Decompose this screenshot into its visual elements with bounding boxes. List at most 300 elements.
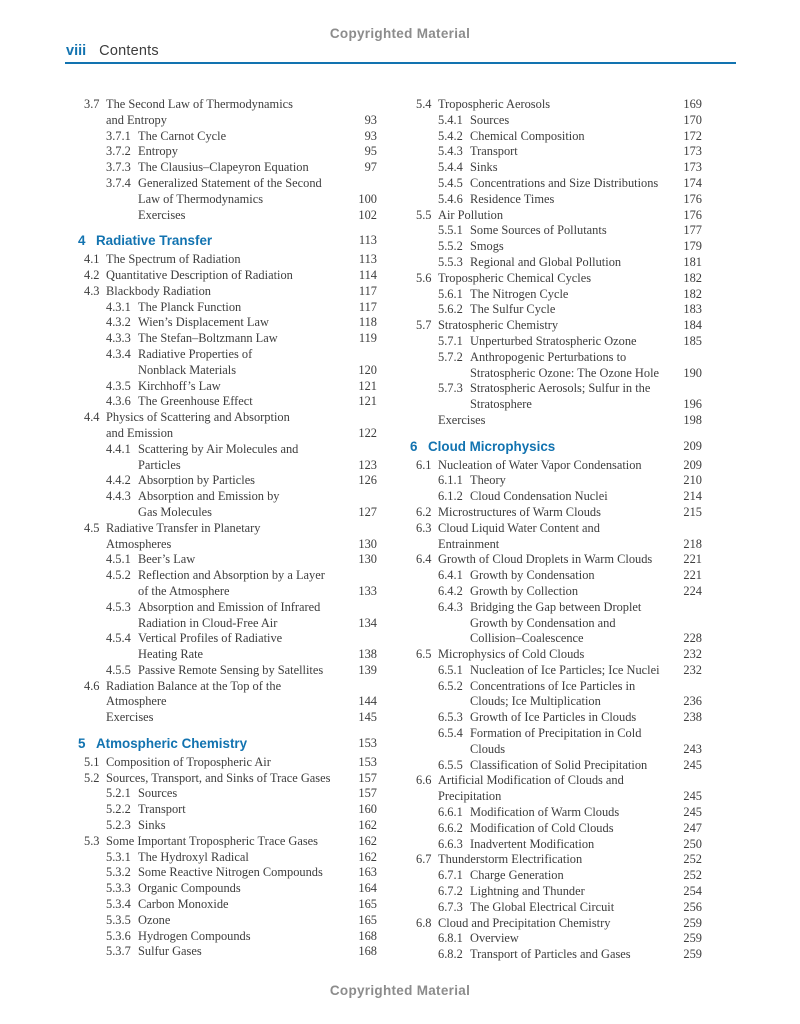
toc-entry-number: 6.7.3 [438, 899, 463, 914]
toc-entry-page: 162 [358, 818, 377, 833]
toc-entry-title: Heating Rate [138, 647, 204, 662]
toc-entry-number: 5.5 [416, 207, 432, 222]
toc-entry-title: Precipitation [438, 789, 502, 804]
toc-entry-number: 4.4.2 [106, 473, 131, 488]
toc-entry-number: 5.6.1 [438, 286, 463, 301]
toc-entry-title: Radiation Balance at the Top of the [106, 678, 282, 693]
toc-entry-page: 117 [358, 299, 377, 314]
toc-entry-number: 5.4 [416, 97, 432, 111]
toc-row [410, 144, 702, 160]
toc-entry-number: 5.3.5 [106, 912, 131, 927]
toc-row [78, 505, 377, 521]
toc-row [410, 176, 702, 192]
toc-entry-page: 259 [683, 947, 702, 962]
toc-entry-title: Microstructures of Warm Clouds [438, 504, 601, 519]
toc-chapter-row [78, 233, 377, 249]
toc-row [78, 315, 377, 331]
toc-entry-page: 160 [358, 802, 377, 817]
toc-row [410, 97, 702, 113]
toc-entry-title: Clouds; Ice Multiplication [470, 694, 601, 709]
toc-entry-number: 6.6.1 [438, 805, 463, 820]
toc-entry-number: 3.7.4 [106, 175, 131, 190]
toc-entry-title: Hydrogen Compounds [138, 928, 251, 943]
toc-entry-title: Stratosphere [470, 397, 532, 412]
toc-entry-page: 93 [364, 128, 377, 143]
toc-entry-number: 4.5.5 [106, 662, 131, 677]
toc-entry-page: 95 [364, 144, 377, 159]
copyright-watermark-bottom: Copyrighted Material [329, 983, 471, 998]
toc-entry-number: 6.7 [416, 852, 432, 867]
toc-entry-page: 247 [683, 820, 702, 835]
toc-entry-title: Entrainment [438, 536, 500, 551]
toc-entry-page: 157 [358, 786, 377, 801]
toc-entry-page: 114 [358, 267, 377, 282]
toc-entry-number: 5.7 [416, 318, 432, 333]
toc-row [78, 755, 377, 771]
toc-entry-title: Reflection and Absorption by a Layer [138, 568, 325, 583]
toc-entry-number: 5.4.6 [438, 191, 463, 206]
toc-entry-title: Formation of Precipitation in Cold [470, 726, 642, 741]
toc-entry-page: 153 [358, 754, 377, 769]
toc-entry-page: 182 [683, 286, 702, 301]
toc-entry-page: 126 [358, 473, 377, 488]
toc-row [410, 458, 702, 474]
toc-entry-number: 6.5.3 [438, 710, 463, 725]
folio-number: viii [66, 43, 87, 59]
toc-entry-number: 4.5.1 [106, 552, 131, 567]
toc-entry-number: 4.3.6 [106, 394, 131, 409]
toc-row [78, 802, 377, 818]
toc-row [78, 252, 377, 268]
toc-entry-page: 176 [683, 191, 702, 206]
toc-row [410, 742, 702, 758]
toc-row [410, 773, 702, 789]
toc-row [410, 334, 702, 350]
toc-entry-page: 165 [358, 897, 377, 912]
toc-row [410, 884, 702, 900]
toc-entry-page: 100 [358, 191, 377, 206]
toc-row [78, 818, 377, 834]
toc-entry-title: Beer’s Law [138, 552, 196, 567]
toc-entry-page: 172 [683, 128, 702, 143]
toc-entry-title: Law of Thermodynamics [138, 191, 264, 206]
toc-row [410, 350, 702, 366]
header-rule [65, 62, 736, 64]
toc-entry-page: 93 [364, 112, 377, 127]
toc-entry-page: 256 [683, 899, 702, 914]
toc-entry-page: 224 [683, 583, 702, 598]
toc-row [78, 331, 377, 347]
toc-entry-title: The Nitrogen Cycle [470, 286, 569, 301]
toc-entry-title: Growth by Condensation and [470, 615, 616, 630]
toc-row [78, 176, 377, 192]
page-header [66, 43, 736, 59]
toc-entry-title: of the Atmosphere [138, 583, 230, 598]
toc-row [410, 192, 702, 208]
toc-row [78, 144, 377, 160]
toc-row [78, 363, 377, 379]
toc-row [410, 821, 702, 837]
toc-entry-title: Tropospheric Chemical Cycles [438, 270, 592, 285]
toc-entry-page: 218 [683, 536, 702, 551]
toc-row [410, 287, 702, 303]
toc-entry-title: Anthropogenic Perturbations to [470, 349, 627, 364]
toc-entry-title: Vertical Profiles of Radiative [138, 631, 283, 646]
toc-entry-page: 139 [358, 662, 377, 677]
toc-row [410, 868, 702, 884]
toc-entry-title: Radiative Transfer in Planetary [106, 520, 261, 535]
toc-row [410, 600, 702, 616]
toc-entry-number: 6.4.3 [438, 599, 463, 614]
toc-row [78, 679, 377, 695]
toc-entry-page: 177 [683, 223, 702, 238]
toc-row [410, 381, 702, 397]
toc-row [410, 318, 702, 334]
toc-row [78, 929, 377, 945]
toc-entry-number: 5.5.3 [438, 254, 463, 269]
toc-entry-title: Stratospheric Aerosols; Sulfur in the [470, 381, 651, 396]
toc-entry-page: 168 [358, 928, 377, 943]
toc-entry-title: The Planck Function [138, 299, 242, 314]
toc-entry-page: 179 [683, 239, 702, 254]
toc-entry-page: 221 [683, 552, 702, 567]
toc-entry-page: 252 [683, 868, 702, 883]
toc-row [410, 160, 702, 176]
toc-row [410, 679, 702, 695]
toc-entry-number: 6.1 [416, 457, 432, 472]
toc-entry-number: 6.8.1 [438, 931, 463, 946]
toc-entry-title: Concentrations of Ice Particles in [470, 678, 636, 693]
toc-entry-title: Sources, Transport, and Sinks of Trace Gases [106, 770, 331, 785]
toc-entry-title: Generalized Statement of the Second [138, 175, 322, 190]
toc-entry-title: Cloud and Precipitation Chemistry [438, 915, 611, 930]
toc-entry-page: 122 [358, 425, 377, 440]
toc-entry-title: Kirchhoff’s Law [138, 378, 221, 393]
toc-row [78, 347, 377, 363]
toc-entry-title: and Emission [106, 425, 174, 440]
toc-entry-number: 4.3.3 [106, 331, 131, 346]
toc-entry-number: 6.2 [416, 504, 432, 519]
toc-row [410, 552, 702, 568]
toc-entry-title: Cloud Condensation Nuclei [470, 489, 608, 504]
toc-row [78, 771, 377, 787]
toc-entry-number: 5.7.1 [438, 333, 463, 348]
toc-entry-title: Carbon Monoxide [138, 897, 229, 912]
toc-row [78, 537, 377, 553]
toc-entry-number: 4.3.4 [106, 346, 131, 361]
toc-entry-title: Atmosphere [106, 694, 167, 709]
toc-entry-number: 5.3.1 [106, 849, 131, 864]
toc-entry-title: Radiation in Cloud-Free Air [138, 615, 278, 630]
toc-entry-page: 245 [683, 757, 702, 772]
toc-entry-title: Stratospheric Ozone: The Ozone Hole [470, 365, 660, 380]
toc-row [410, 663, 702, 679]
toc-entry-number: 5.6 [416, 270, 432, 285]
toc-entry-number: 6.1.1 [438, 473, 463, 488]
toc-entry-title: The Sulfur Cycle [470, 302, 556, 317]
toc-entry-page: 138 [358, 647, 377, 662]
toc-entry-number: 5.2.3 [106, 818, 131, 833]
toc-entry-title: Absorption by Particles [138, 473, 256, 488]
toc-entry-page: 221 [683, 568, 702, 583]
toc-row [410, 947, 702, 963]
toc-entry-number: 5.3.2 [106, 865, 131, 880]
toc-entry-page: 121 [358, 378, 377, 393]
toc-row [78, 552, 377, 568]
toc-entry-title: The Clausius–Clapeyron Equation [138, 160, 309, 175]
toc-entry-title: Transport of Particles and Gases [470, 947, 631, 962]
toc-entry-page: 153 [358, 736, 377, 751]
toc-row [410, 537, 702, 553]
toc-entry-page: 102 [358, 207, 377, 222]
toc-row [78, 865, 377, 881]
toc-entry-title: The Spectrum of Radiation [106, 252, 241, 267]
toc-entry-title: Theory [470, 473, 506, 488]
toc-entry-title: Some Important Tropospheric Trace Gases [106, 833, 319, 848]
toc-entry-title: Classification of Solid Precipitation [470, 757, 648, 772]
toc-row [410, 223, 702, 239]
toc-row [78, 786, 377, 802]
toc-entry-title: Unperturbed Stratospheric Ozone [470, 333, 637, 348]
toc-row [410, 900, 702, 916]
toc-entry-page: 169 [683, 97, 702, 111]
toc-row [78, 473, 377, 489]
toc-entry-page: 232 [683, 647, 702, 662]
toc-entry-number: 6.6.3 [438, 836, 463, 851]
toc-entry-page: 184 [683, 318, 702, 333]
toc-entry-title: Exercises [106, 710, 154, 725]
toc-entry-page: 243 [683, 741, 702, 756]
toc-entry-title: Modification of Cold Clouds [470, 820, 614, 835]
toc-row [410, 789, 702, 805]
toc-entry-title: Lightning and Thunder [470, 884, 585, 899]
toc-entry-title: Charge Generation [470, 868, 564, 883]
toc-row [78, 268, 377, 284]
toc-entry-title: The Stefan–Boltzmann Law [138, 331, 278, 346]
toc-entry-page: 119 [358, 331, 377, 346]
toc-entry-title: Quantitative Description of Radiation [106, 267, 293, 282]
toc-entry-title: Scattering by Air Molecules and [138, 441, 299, 456]
toc-entry-title: Absorption and Emission by [138, 489, 280, 504]
toc-row [78, 300, 377, 316]
toc-entry-number: 6.6 [416, 773, 432, 788]
toc-entry-number: 5.4.3 [438, 144, 463, 159]
toc-row [410, 366, 702, 382]
toc-row [78, 410, 377, 426]
toc-entry-page: 170 [683, 112, 702, 127]
toc-entry-title: The Global Electrical Circuit [470, 899, 615, 914]
toc-entry-page: 198 [683, 412, 702, 427]
toc-entry-number: 5.7.3 [438, 381, 463, 396]
toc-entry-number: 4.6 [84, 678, 100, 693]
toc-entry-number: 5.2.1 [106, 786, 131, 801]
toc-entry-title: Ozone [138, 912, 171, 927]
toc-entry-title: Growth by Condensation [470, 568, 595, 583]
toc-entry-title: Transport [138, 802, 186, 817]
toc-entry-number: 4.3.1 [106, 299, 131, 314]
toc-entry-page: 259 [683, 915, 702, 930]
toc-row [410, 505, 702, 521]
toc-row [410, 694, 702, 710]
toc-entry-title: Atmospheric Chemistry [96, 736, 248, 752]
toc-row [78, 192, 377, 208]
toc-entry-title: Tropospheric Aerosols [438, 97, 551, 111]
toc-entry-page: 176 [683, 207, 702, 222]
toc-entry-number: 3.7.3 [106, 160, 131, 175]
toc-row [78, 631, 377, 647]
toc-entry-page: 181 [683, 254, 702, 269]
toc-entry-number: 5.4.1 [438, 112, 463, 127]
toc-entry-title: Microphysics of Cold Clouds [438, 647, 585, 662]
toc-entry-number: 4.5 [84, 520, 100, 535]
toc-entry-title: Exercises [138, 207, 186, 222]
toc-entry-number: 5.5.1 [438, 223, 463, 238]
toc-entry-number: 4.4.1 [106, 441, 131, 456]
toc-row [78, 379, 377, 395]
toc-entry-title: Inadvertent Modification [470, 836, 595, 851]
toc-entry-number: 6 [410, 438, 418, 454]
page-title: Contents [99, 43, 159, 59]
toc-row [78, 584, 377, 600]
toc-entry-number: 4.5.3 [106, 599, 131, 614]
toc-row [410, 616, 702, 632]
toc-entry-number: 3.7.1 [106, 128, 131, 143]
toc-entry-page: 157 [358, 770, 377, 785]
toc-entry-title: Smogs [470, 239, 504, 254]
toc-entry-page: 183 [683, 302, 702, 317]
toc-entry-page: 164 [358, 881, 377, 896]
toc-entry-page: 121 [358, 394, 377, 409]
toc-row [78, 208, 377, 224]
toc-entry-number: 6.5.5 [438, 757, 463, 772]
toc-column-left [78, 97, 377, 960]
toc-entry-page: 245 [683, 789, 702, 804]
toc-entry-page: 145 [358, 710, 377, 725]
toc-entry-page: 196 [683, 397, 702, 412]
toc-entry-title: Clouds [470, 741, 506, 756]
toc-row [410, 208, 702, 224]
toc-entry-page: 165 [358, 912, 377, 927]
toc-entry-page: 144 [358, 694, 377, 709]
toc-entry-page: 174 [683, 175, 702, 190]
toc-entry-title: The Carnot Cycle [138, 128, 227, 143]
toc-entry-number: 5.5.2 [438, 239, 463, 254]
toc-row [78, 834, 377, 850]
toc-row [78, 568, 377, 584]
toc-entry-number: 5.3.3 [106, 881, 131, 896]
toc-row [78, 616, 377, 632]
toc-entry-page: 133 [358, 583, 377, 598]
toc-entry-number: 4.2 [84, 267, 100, 282]
toc-entry-title: Growth by Collection [470, 583, 579, 598]
toc-entry-title: Bridging the Gap between Droplet [470, 599, 642, 614]
toc-entry-page: 228 [683, 631, 702, 646]
toc-row [78, 394, 377, 410]
toc-row [78, 710, 377, 726]
toc-entry-title: Thunderstorm Electrification [438, 852, 583, 867]
toc-entry-number: 6.5.1 [438, 662, 463, 677]
toc-row [410, 852, 702, 868]
toc-row [410, 584, 702, 600]
toc-entry-number: 5.3.7 [106, 944, 131, 959]
toc-entry-number: 6.7.2 [438, 884, 463, 899]
toc-entry-title: Cloud Liquid Water Content and [438, 520, 600, 535]
toc-entry-page: 130 [358, 536, 377, 551]
toc-entry-number: 4.3.2 [106, 315, 131, 330]
toc-entry-title: Passive Remote Sensing by Satellites [138, 662, 324, 677]
toc-entry-title: Radiative Transfer [96, 233, 213, 249]
toc-entry-title: Particles [138, 457, 181, 472]
toc-entry-page: 113 [358, 252, 377, 267]
toc-entry-number: 4.3 [84, 283, 100, 298]
toc-entry-number: 5.4.2 [438, 128, 463, 143]
toc-entry-title: Modification of Warm Clouds [470, 805, 620, 820]
toc-entry-number: 6.7.1 [438, 868, 463, 883]
toc-entry-page: 214 [683, 489, 702, 504]
toc-entry-title: and Entropy [106, 112, 167, 127]
toc-entry-number: 5.2.2 [106, 802, 131, 817]
toc-entry-number: 6.8 [416, 915, 432, 930]
toc-entry-number: 5.4.5 [438, 175, 463, 190]
toc-entry-number: 4.5.4 [106, 631, 131, 646]
toc-entry-title: Nucleation of Ice Particles; Ice Nuclei [470, 662, 660, 677]
toc-entry-page: 173 [683, 160, 702, 175]
toc-entry-number: 6.5.2 [438, 678, 463, 693]
toc-entry-title: Sinks [138, 818, 166, 833]
toc-entry-number: 6.5 [416, 647, 432, 662]
toc-chapter-row [78, 736, 377, 752]
toc-row [78, 897, 377, 913]
toc-entry-title: Some Sources of Pollutants [470, 223, 607, 238]
toc-entry-number: 5 [78, 736, 86, 752]
toc-row [78, 129, 377, 145]
toc-entry-number: 6.4 [416, 552, 432, 567]
toc-entry-title: Sources [138, 786, 178, 801]
toc-row [78, 913, 377, 929]
toc-entry-page: 254 [683, 884, 702, 899]
toc-row [410, 129, 702, 145]
toc-row [78, 113, 377, 129]
toc-row [410, 113, 702, 129]
toc-entry-title: Blackbody Radiation [106, 283, 211, 298]
toc-entry-title: Exercises [438, 412, 486, 427]
toc-row [78, 600, 377, 616]
toc-row [410, 805, 702, 821]
toc-entry-title: Absorption and Emission of Infrared [138, 599, 321, 614]
toc-entry-title: Sinks [470, 160, 498, 175]
toc-entry-number: 6.1.2 [438, 489, 463, 504]
toc-entry-page: 117 [358, 283, 377, 298]
toc-entry-page: 173 [683, 144, 702, 159]
toc-entry-number: 5.3.6 [106, 928, 131, 943]
toc-row [410, 239, 702, 255]
toc-row [410, 302, 702, 318]
toc-entry-title: Nucleation of Water Vapor Condensation [438, 457, 642, 472]
toc-entry-number: 5.2 [84, 770, 100, 785]
toc-row [78, 850, 377, 866]
toc-row [78, 521, 377, 537]
toc-entry-page: 209 [683, 438, 702, 453]
copyright-watermark-top: Copyrighted Material [329, 26, 471, 41]
toc-entry-number: 3.7 [84, 97, 100, 111]
toc-entry-title: Air Pollution [438, 207, 504, 222]
toc-entry-page: 232 [683, 662, 702, 677]
toc-entry-title: Sources [470, 112, 510, 127]
toc-row [410, 631, 702, 647]
toc-entry-number: 5.1 [84, 754, 100, 769]
toc-entry-number: 5.3 [84, 833, 100, 848]
toc-entry-title: Growth of Cloud Droplets in Warm Clouds [438, 552, 653, 567]
